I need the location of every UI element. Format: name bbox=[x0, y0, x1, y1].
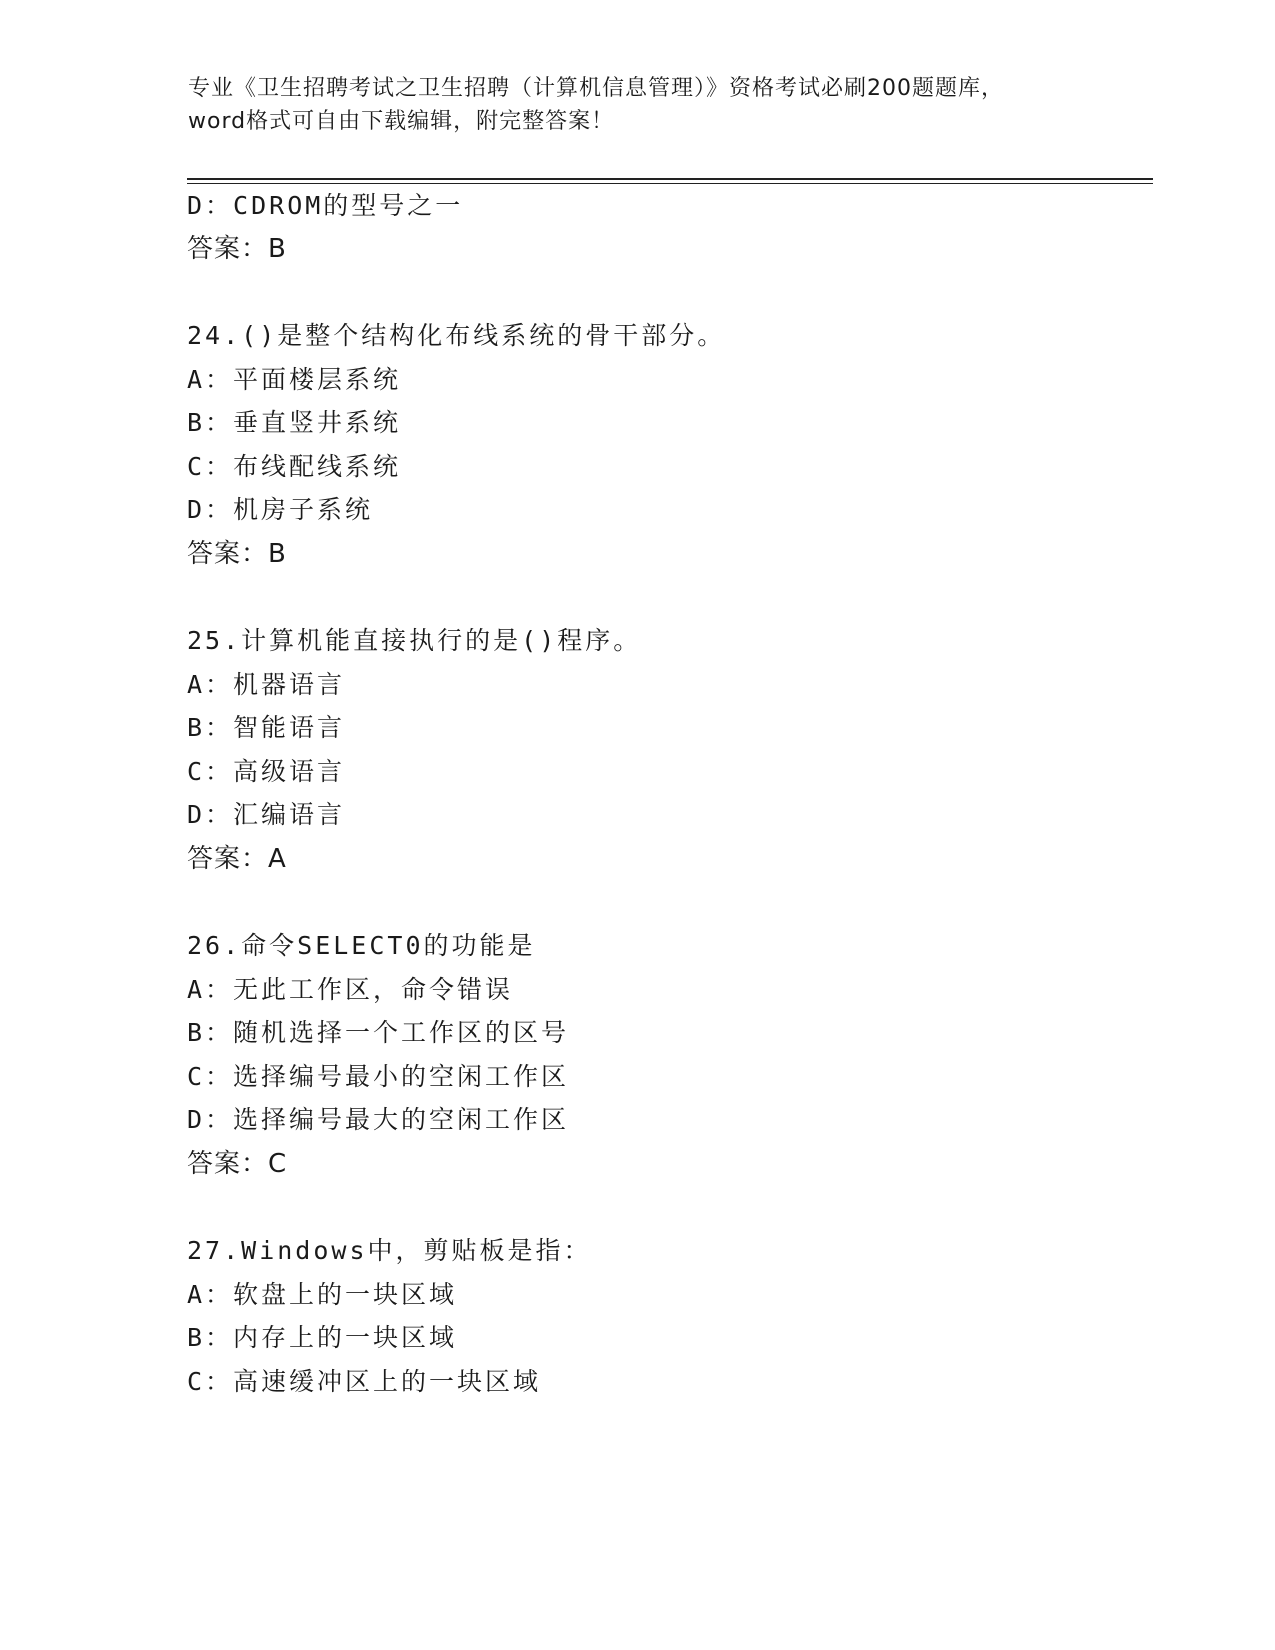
option-line: D：CDROM的型号之一 bbox=[187, 191, 464, 220]
option-line: A：无此工作区，命令错误 bbox=[187, 975, 514, 1004]
option-line: A：平面楼层系统 bbox=[187, 365, 402, 394]
header-line-1: 专业《卫生招聘考试之卫生招聘（计算机信息管理）》资格考试必刷200题题库， bbox=[188, 76, 1004, 101]
header-divider-thick bbox=[187, 178, 1153, 180]
document-header bbox=[188, 72, 1088, 138]
header-line-2: word格式可自由下载编辑，附完整答案！ bbox=[188, 109, 615, 134]
option-line: A：机器语言 bbox=[187, 670, 346, 699]
option-line: B：随机选择一个工作区的区号 bbox=[187, 1018, 570, 1047]
option-line: C：高级语言 bbox=[187, 757, 346, 786]
option-line: C：布线配线系统 bbox=[187, 452, 402, 481]
option-line: A：软盘上的一块区域 bbox=[187, 1280, 458, 1309]
option-line: B：垂直竖井系统 bbox=[187, 408, 402, 437]
option-line: B：内存上的一块区域 bbox=[187, 1323, 458, 1352]
option-line: C：选择编号最小的空闲工作区 bbox=[187, 1062, 570, 1091]
option-line: D：汇编语言 bbox=[187, 800, 346, 829]
question-line: 26.命令SELECT0的功能是 bbox=[187, 931, 536, 960]
answer-line: 答案：B bbox=[187, 539, 287, 569]
answer-line: 答案：C bbox=[187, 1149, 288, 1179]
question-line: 24.()是整个结构化布线系统的骨干部分。 bbox=[187, 321, 726, 350]
answer-line: 答案：A bbox=[187, 844, 287, 874]
option-line: B：智能语言 bbox=[187, 713, 346, 742]
answer-line: 答案：B bbox=[187, 234, 287, 264]
question-line: 25.计算机能直接执行的是()程序。 bbox=[187, 626, 642, 655]
option-line: D：选择编号最大的空闲工作区 bbox=[187, 1105, 570, 1134]
option-line: C：高速缓冲区上的一块区域 bbox=[187, 1367, 542, 1396]
question-line: 27.Windows中，剪贴板是指： bbox=[187, 1236, 592, 1265]
option-line: D：机房子系统 bbox=[187, 495, 374, 524]
header-divider-thin bbox=[187, 183, 1153, 184]
